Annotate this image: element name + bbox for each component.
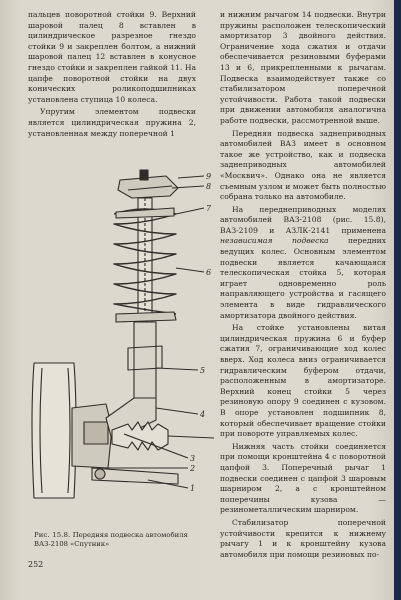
right-column [220,10,386,560]
callout-label: 7 [206,204,212,213]
emphasis-text: независимая подвеска [220,236,329,246]
callout-label: 4 [200,410,206,419]
paragraph: Передняя подвеска заднеприводных автомобилей ВАЗ имеет в основном такое же устройство, как и подвеска заднеприводных автомобилей «Москвич». Однако она не является съемным узлом и может быть полностью собрана только на автомобиле. [220,128,386,202]
paragraph [220,205,386,322]
paragraph: Упругим элементом подвески является цилиндрическая пружина 2, установленная между поперечной 1 [28,107,196,138]
suspension-drawing [28,168,216,513]
callout-label: 2 [190,464,196,473]
paragraph: и нижним рычагом 14 подвески. Внутри пружины расположен телескопический амортизатор 3 двойного действия. Ограничение хода сжатия и отдачи обеспечивается резиновыми буферами 13 и 6, прикрепленными к рычагам. Подвеска взаимодействует также со стабилизатором поперечной устойчивости. Работа такой подвески при движении автомобиля аналогична работе подвески, рассмотренной выше. [220,10,386,125]
paragraph: Нижняя часть стойки соединяется при помощи кронштейна 4 с поворотной цапфой 3. Поперечный рычаг 1 подвески соединен с цапфой 3 шаровым шарниром 2, а с кронштейном поперечины кузова — резинометаллическим шарниром. [220,441,386,515]
callout-label: 6 [206,268,212,277]
figure-caption [34,531,214,549]
paragraph: пальцев поворотной стойки 9. Верхний шаровой палец 8 вставлен в цилиндрическое разрезное гнездо стойки 9 и закреплен болтом, а нижний шаровой палец 12 вставлен в конусное гнездо стойки и закреплен гайкой 11. На цапфе поворотной стойки на двух конических роликоподшипниках установлена ступица 10 колеса. [28,10,196,104]
suspension-figure [28,168,216,513]
text-run: передних ведущих колес. Основным элементом подвески является качающаяся телескопическая стойка 5, которая играет одновременно роль направляющего устройства и гасящего элемента в виде гидравлического амортизатора двойного действия. [220,236,386,320]
callout-label: 9 [206,172,212,181]
left-column-top [28,10,196,139]
text-run: На переднеприводных моделях автомобилей ВАЗ-2108 (рис. 15.8), ВАЗ-2109 и АЗЛК-2141 применена [220,204,386,235]
page-edge [394,0,401,600]
paragraph: Стабилизатор поперечной устойчивости крепится к нижнему рычагу 1 и к кронштейну кузова автомобиля при помощи резиновых по- [220,517,386,559]
caption-label: Рис. 15.8. [34,531,71,539]
callout-label: 3 [190,454,196,463]
page-number: 252 [28,560,44,569]
callout-label: 1 [190,484,196,493]
paragraph: На стойке установлены витая цилиндрическая пружина 6 и буфер сжатия 7, ограничивающие ход колес вверх. Ход колеса вниз ограничивается гидравлическим буфером отдачи, расположенным в амортизаторе. Верхний конец стойки 5 через резиновую опору 9 соединен с кузовом. В опоре установлен подшипник 8, который обеспечивает вращение стойки при повороте управляемых колес. [220,323,386,439]
callout-label: 8 [206,182,212,191]
caption-text: Передняя подвеска автомобиля ВАЗ-2108 «Спутник» [34,531,188,548]
callout-label: 5 [200,366,206,375]
